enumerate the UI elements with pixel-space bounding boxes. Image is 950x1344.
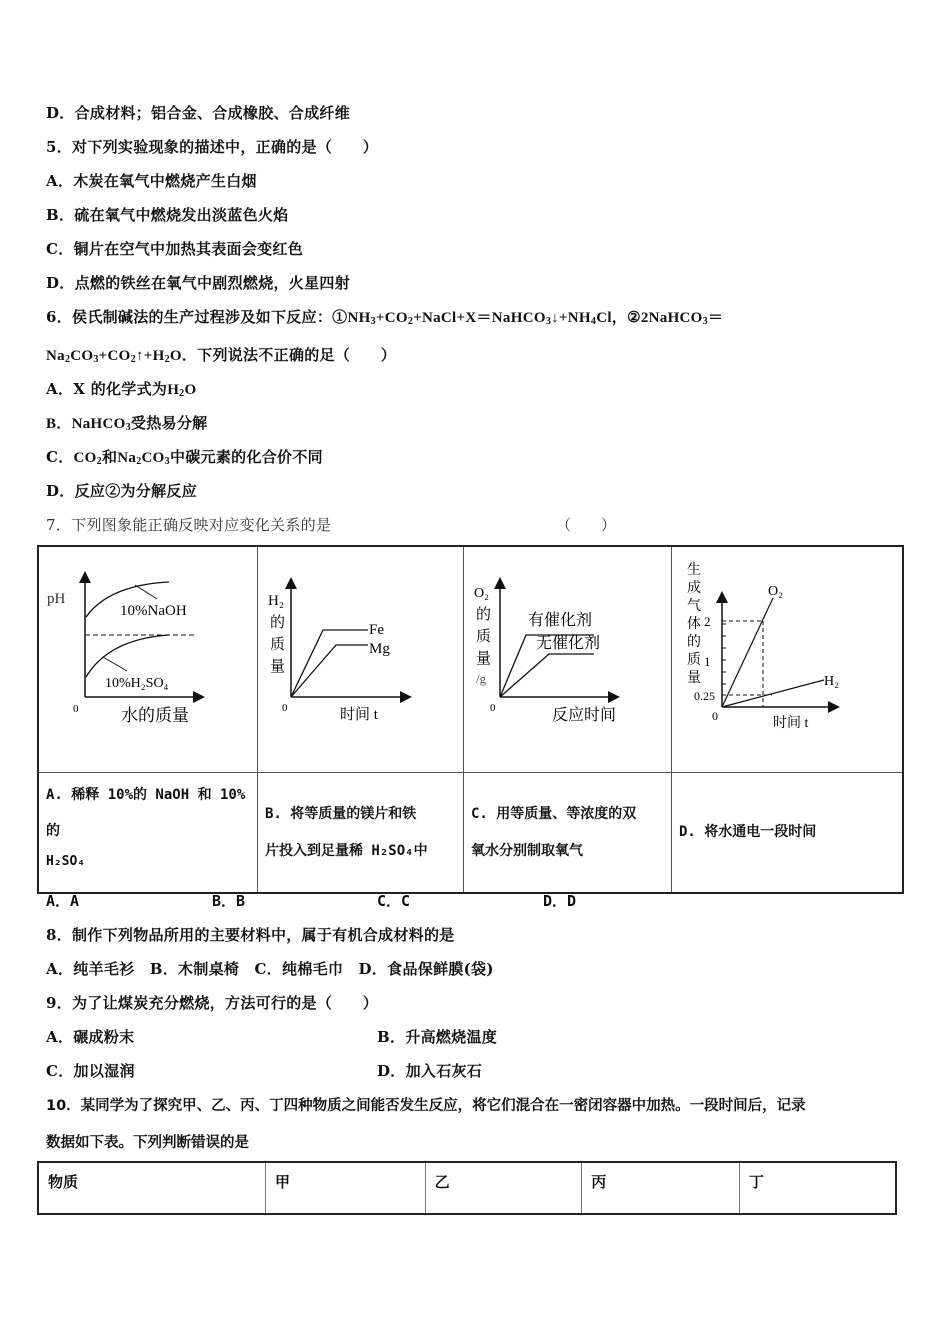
header-substance: 物质 xyxy=(38,1162,265,1214)
svg-text:10%NaOH: 10%NaOH xyxy=(120,603,187,619)
q7-answer-d: D．D xyxy=(543,892,577,910)
description-cell-c: C. 用等质量、等浓度的双 氧水分别制取氧气 xyxy=(464,773,672,894)
q10-data-table xyxy=(37,1161,897,1215)
q7-answer-c: C．C xyxy=(377,892,411,910)
q7-answer-b: B．B xyxy=(212,892,246,910)
q7-stem: 7．下列图象能正确反映对应变化关系的是 xyxy=(46,516,332,534)
svg-text:量: 量 xyxy=(476,651,492,667)
graph-cell-c xyxy=(464,546,672,773)
q8-stem: 8．制作下列物品所用的主要材料中，属于有机合成材料的是 xyxy=(46,926,455,944)
svg-text:量: 量 xyxy=(270,659,286,675)
q9-stem: 9．为了让煤炭充分燃烧，方法可行的是（ ） xyxy=(46,994,379,1012)
svg-text:无催化剂: 无催化剂 xyxy=(536,635,601,652)
svg-text:时间 t: 时间 t xyxy=(340,707,378,723)
graph-cell-d xyxy=(672,546,904,773)
description-cell-b: B. 将等质量的镁片和铁 片投入到足量稀 H₂SO₄中 xyxy=(258,773,464,894)
q4-option-d: D．合成材料；铝合金、合成橡胶、合成纤维 xyxy=(46,104,351,122)
svg-text:0.25: 0.25 xyxy=(694,689,715,703)
graph-cell-b xyxy=(258,546,464,773)
header-yi: 乙 xyxy=(425,1162,582,1214)
reaction-2-marker: ② xyxy=(627,308,641,326)
q5-option-c: C．铜片在空气中加热其表面会变红色 xyxy=(46,240,304,258)
svg-text:H₂: H₂ xyxy=(824,674,839,689)
description-cell-a: A. 稀释 10%的 NaOH 和 10% 的 H₂SO₄ xyxy=(38,773,258,894)
q5-stem: 5．对下列实验现象的描述中，正确的是（ ） xyxy=(46,138,379,156)
chart-c-o2-mass xyxy=(464,547,671,768)
svg-text:质: 质 xyxy=(687,653,701,668)
header-ding: 丁 xyxy=(739,1162,896,1214)
q9-option-a: A．碾成粉末 xyxy=(46,1028,135,1046)
svg-text:反应时间: 反应时间 xyxy=(552,707,617,724)
svg-text:0: 0 xyxy=(73,703,79,715)
q5-option-b: B．硫在氧气中燃烧发出淡蓝色火焰 xyxy=(46,206,289,224)
header-jia: 甲 xyxy=(265,1162,425,1214)
svg-text:Fe: Fe xyxy=(369,622,384,638)
q9-option-c: C．加以湿润 xyxy=(46,1062,135,1080)
q10-stem-line2: 数据如下表。下列判断错误的是 xyxy=(46,1135,249,1151)
q6-option-c: C．$CO_2$和$Na_2CO_3$中碳元素的化合价不同 xyxy=(46,448,323,467)
q9-option-d: D．加入石灰石 xyxy=(377,1062,483,1080)
chart-a-ph-dilution xyxy=(39,547,257,768)
q10-stem-line1: 10．某同学为了探究甲、乙、丙、丁四种物质之间能否发生反应，将它们混合在一密闭容器中加热。一段时间后，记录 xyxy=(46,1098,806,1114)
svg-text:0: 0 xyxy=(490,702,496,714)
q6-option-d: D．反应②为分解反应 xyxy=(46,482,198,500)
svg-text:生: 生 xyxy=(687,563,701,578)
svg-text:的: 的 xyxy=(687,635,701,650)
svg-text:10%H₂SO₄: 10%H₂SO₄ xyxy=(105,676,169,691)
svg-text:时间 t: 时间 t xyxy=(773,716,809,731)
q5-option-d: D．点燃的铁丝在氧气中剧烈燃烧，火星四射 xyxy=(46,274,351,292)
reaction-1-marker: ① xyxy=(332,308,348,326)
svg-text:量: 量 xyxy=(687,671,701,686)
description-row xyxy=(38,773,903,894)
q8-options: A．纯羊毛衫 B．木制桌椅 C．纯棉毛巾 D．食品保鲜膜(袋) xyxy=(46,960,494,978)
q7-graph-table xyxy=(37,545,904,894)
header-bing: 丙 xyxy=(582,1162,740,1214)
svg-text:O₂: O₂ xyxy=(474,586,489,601)
svg-text:1: 1 xyxy=(704,654,711,669)
graph-cell-a xyxy=(38,546,258,773)
q6-stem-intro: 6．侯氏制碱法的生产过程涉及如下反应： xyxy=(46,308,333,326)
svg-text:2: 2 xyxy=(704,614,711,629)
graph-row xyxy=(38,546,903,773)
q6-stem-line2 xyxy=(46,344,396,365)
chart-d-electrolysis xyxy=(672,547,902,768)
chart-b-h2-mass xyxy=(258,547,463,768)
table-header-row xyxy=(38,1162,896,1214)
svg-text:/g: /g xyxy=(476,671,487,686)
q7-answer-paren: （ ） xyxy=(556,516,617,534)
reaction-2-equation-left: 2NaHCO$_3$＝ xyxy=(640,310,724,327)
q9-option-b: B．升高燃烧温度 xyxy=(377,1028,498,1046)
svg-text:成: 成 xyxy=(687,581,701,596)
svg-text:体: 体 xyxy=(687,617,701,632)
q5-option-a: A．木炭在氧气中燃烧产生白烟 xyxy=(46,172,257,190)
svg-text:的: 的 xyxy=(270,615,286,631)
svg-text:质: 质 xyxy=(476,629,492,645)
q7-answer-a: A．A xyxy=(46,892,80,910)
reaction-1-equation: $NH_3+CO_2+NaCl+X=NaHCO_3↓+NH_4Cl$， xyxy=(347,310,628,327)
svg-text:0: 0 xyxy=(282,702,288,714)
svg-text:Mg: Mg xyxy=(369,641,390,657)
svg-text:有催化剂: 有催化剂 xyxy=(528,612,593,629)
reaction-2-equation-right: $Na_2CO_3+CO_2↑+H_2O$ xyxy=(46,348,182,365)
svg-text:0: 0 xyxy=(712,709,718,723)
svg-text:气: 气 xyxy=(687,599,701,614)
q6-stem-line1 xyxy=(46,306,723,327)
q6-option-b: B．NaHCO$_3$受热易分解 xyxy=(46,414,208,433)
q6-option-a: A．X 的化学式为$H_2O$ xyxy=(46,380,197,399)
svg-text:质: 质 xyxy=(270,637,286,653)
svg-text:的: 的 xyxy=(476,607,492,623)
svg-text:pH: pH xyxy=(47,591,66,607)
svg-text:H₂: H₂ xyxy=(268,593,285,609)
svg-text:O₂: O₂ xyxy=(768,584,783,599)
svg-text:水的质量: 水的质量 xyxy=(121,706,189,725)
q6-question: ．下列说法不正确的足（ ） xyxy=(181,346,397,364)
description-cell-d: D. 将水通电一段时间 xyxy=(672,773,904,894)
